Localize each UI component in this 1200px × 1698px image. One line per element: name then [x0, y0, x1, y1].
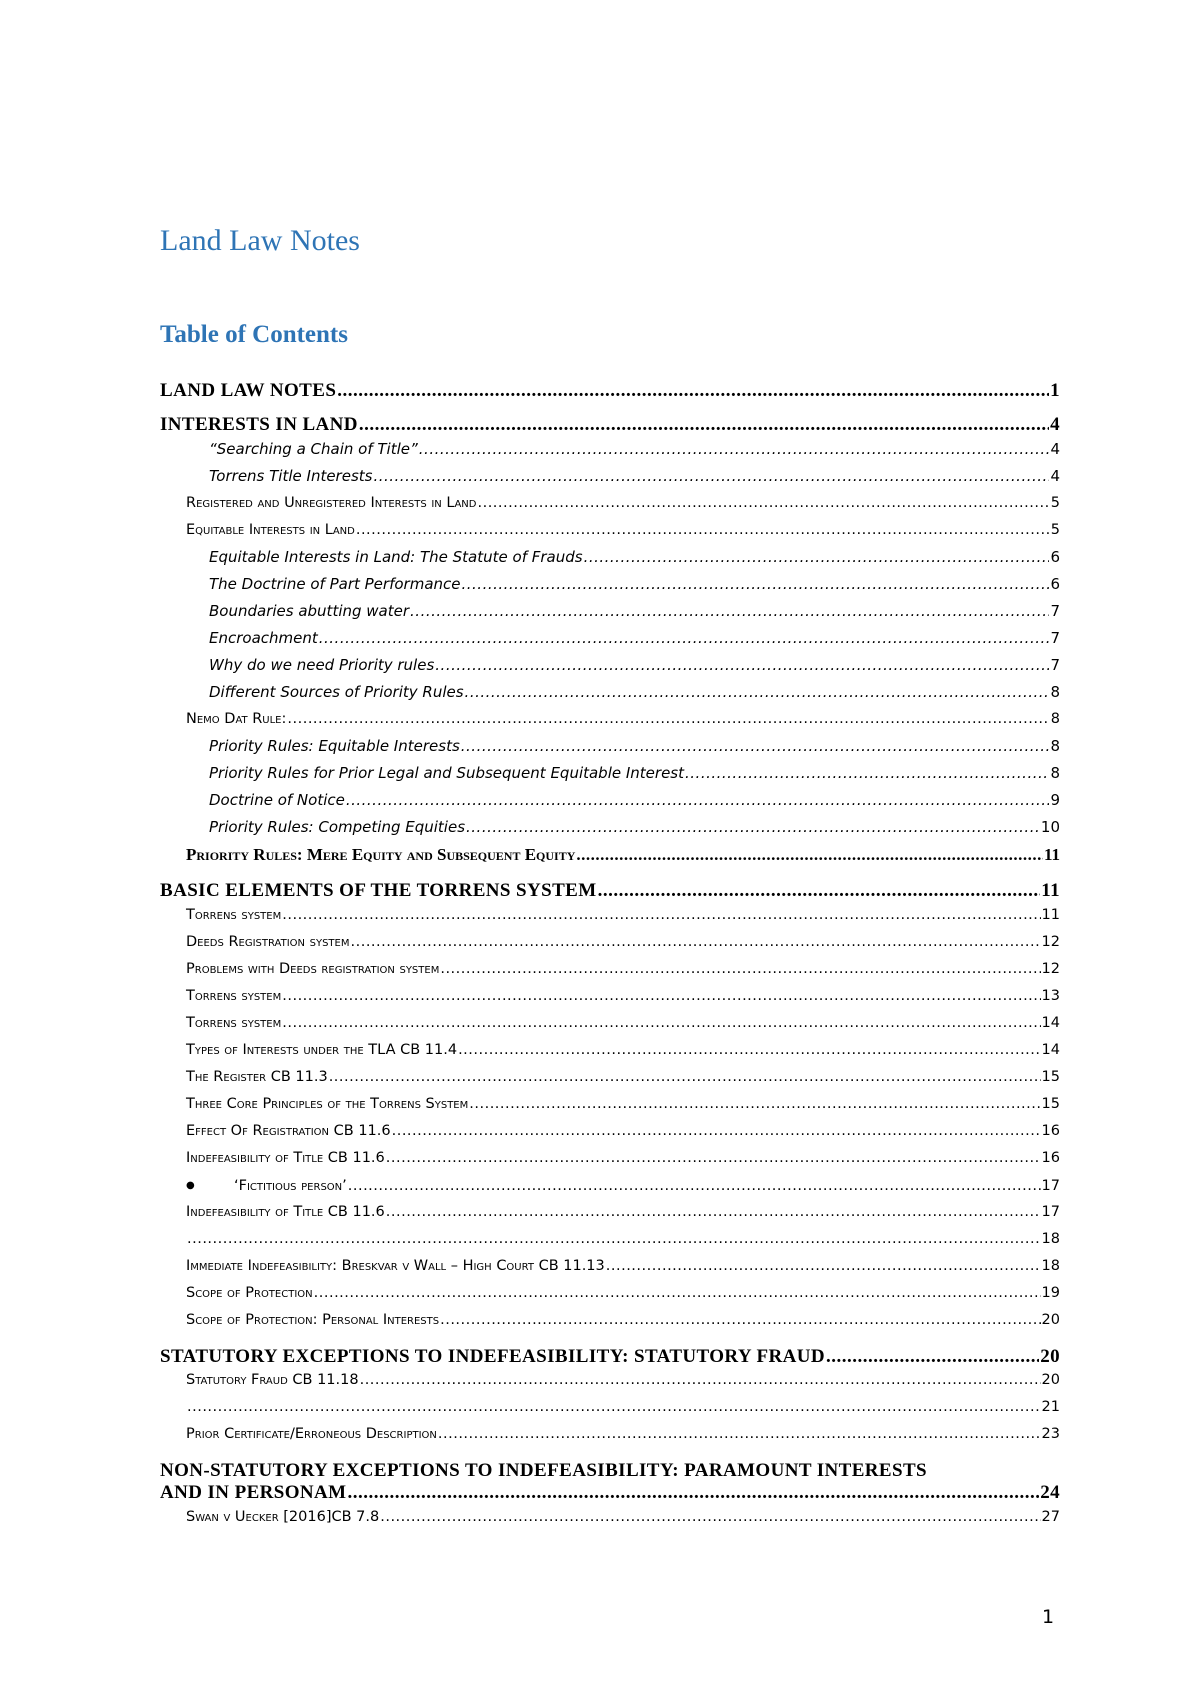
toc-dot-leader — [576, 841, 1043, 868]
toc-entry-label: Torrens system — [186, 1014, 282, 1031]
toc-dot-leader — [477, 490, 1049, 517]
toc-entry[interactable] — [160, 1010, 1060, 1037]
toc-entry-page: 15 — [1041, 1068, 1060, 1085]
toc-entry[interactable] — [160, 571, 1060, 598]
toc-entry-label: Scope of Protection — [186, 1284, 313, 1301]
toc-entry-page: 24 — [1040, 1482, 1060, 1504]
toc-entry[interactable] — [160, 652, 1060, 679]
toc-entry-label: Encroachment — [209, 628, 318, 647]
toc-dot-leader — [458, 1037, 1040, 1064]
toc-entry-page: 7 — [1050, 628, 1060, 647]
toc-entry-page: 4 — [1050, 439, 1060, 458]
table-of-contents — [160, 368, 1060, 1531]
toc-dot-leader — [606, 1253, 1041, 1280]
toc-entry[interactable] — [160, 1346, 1060, 1368]
toc-entry-page: 1 — [1050, 380, 1060, 401]
toc-entry[interactable] — [160, 1253, 1060, 1280]
toc-entry-label: Torrens system — [186, 906, 282, 923]
toc-entry-page: 17 — [1041, 1177, 1060, 1194]
toc-entry[interactable] — [160, 517, 1060, 544]
toc-entry-page: 11 — [1041, 879, 1060, 901]
toc-entry-label: Boundaries abutting water — [209, 601, 410, 620]
toc-entry[interactable] — [160, 1064, 1060, 1091]
toc-entry[interactable] — [160, 1460, 1060, 1482]
toc-entry-label: Swan v Uecker [2016]CB 7.8 — [186, 1509, 380, 1526]
toc-entry-page: 12 — [1041, 933, 1060, 950]
toc-entry-label: BASIC ELEMENTS OF THE TORRENS SYSTEM — [160, 879, 597, 901]
toc-entry-page: 17 — [1041, 1203, 1060, 1220]
toc-entry[interactable] — [160, 679, 1060, 706]
toc-entry-label: Why do we need Priority rules — [209, 655, 435, 674]
toc-entry-label: Priority Rules for Prior Legal and Subsequent Equitable Interest — [209, 763, 685, 782]
toc-entry[interactable] — [160, 380, 1060, 402]
toc-entry-page: 11 — [1041, 906, 1060, 923]
toc-dot-leader — [386, 1199, 1041, 1226]
toc-entry[interactable] — [160, 929, 1060, 956]
toc-entry-page: 13 — [1041, 987, 1060, 1004]
toc-entry[interactable] — [160, 983, 1060, 1010]
toc-dot-leader — [329, 1064, 1041, 1091]
toc-entry[interactable] — [160, 436, 1060, 463]
toc-entry[interactable] — [160, 1172, 1060, 1199]
toc-entry-label: Equitable Interests in Land: The Statute of Frauds — [209, 547, 583, 566]
toc-entry[interactable] — [160, 463, 1060, 490]
toc-dot-leader — [410, 598, 1049, 625]
toc-entry-label: INTERESTS IN LAND — [160, 413, 358, 435]
toc-entry-label: AND IN PERSONAM — [160, 1482, 347, 1504]
toc-entry[interactable] — [160, 544, 1060, 571]
toc-dot-leader — [380, 1504, 1040, 1531]
toc-entry[interactable] — [160, 841, 1060, 868]
toc-dot-leader — [351, 929, 1041, 956]
toc-dot-leader — [356, 517, 1050, 544]
toc-dot-leader — [346, 787, 1050, 814]
toc-dot-leader — [440, 956, 1040, 983]
toc-entry-page: 15 — [1041, 1095, 1060, 1112]
toc-entry-page: 11 — [1043, 844, 1060, 864]
toc-entry-page: 16 — [1041, 1122, 1060, 1139]
toc-dot-leader — [373, 463, 1049, 490]
toc-entry[interactable] — [160, 1091, 1060, 1118]
toc-entry-label: Doctrine of Notice — [209, 790, 345, 809]
toc-dot-leader — [282, 902, 1040, 929]
toc-dot-leader — [287, 706, 1049, 733]
toc-entry[interactable] — [160, 1504, 1060, 1531]
toc-entry-label: Indefeasibility of Title CB 11.6 — [186, 1149, 385, 1166]
toc-entry[interactable] — [160, 598, 1060, 625]
toc-entry-page: 18 — [1041, 1257, 1060, 1274]
toc-entry-page: 14 — [1041, 1014, 1060, 1031]
toc-entry-page: 27 — [1041, 1509, 1060, 1526]
toc-entry-page: 5 — [1050, 521, 1060, 538]
toc-entry[interactable] — [160, 1226, 1060, 1253]
toc-dot-leader — [435, 652, 1049, 679]
toc-entry-page: 5 — [1050, 494, 1060, 511]
toc-entry-page: 16 — [1041, 1149, 1060, 1166]
toc-dot-leader — [465, 679, 1050, 706]
toc-entry-label: Priority Rules: Mere Equity and Subsequent Equity — [186, 844, 576, 864]
toc-entry-page: 14 — [1041, 1041, 1060, 1058]
toc-entry-label: Equitable Interests in Land — [186, 521, 355, 538]
toc-dot-leader — [466, 814, 1040, 841]
toc-entry-label: ● ‘Fictitious person’ — [186, 1172, 347, 1200]
toc-entry[interactable] — [160, 625, 1060, 652]
toc-dot-leader — [392, 1118, 1041, 1145]
toc-dot-leader — [314, 1280, 1041, 1307]
toc-entry-page: 20 — [1041, 1311, 1060, 1328]
toc-entry-page: 18 — [1041, 1230, 1060, 1247]
toc-entry[interactable] — [160, 1482, 1060, 1504]
toc-entry[interactable] — [160, 1280, 1060, 1307]
toc-entry-page: 8 — [1050, 710, 1060, 727]
toc-entry-label: Priority Rules: Equitable Interests — [209, 736, 460, 755]
toc-entry-label: Priority Rules: Competing Equities — [209, 817, 466, 836]
toc-entry-label: Indefeasibility of Title CB 11.6 — [186, 1203, 385, 1220]
toc-entry-page: 8 — [1050, 763, 1060, 782]
toc-entry-page: 8 — [1050, 736, 1060, 755]
toc-entry-page: 7 — [1050, 601, 1060, 620]
toc-entry-label: Statutory Fraud CB 11.18 — [186, 1372, 359, 1389]
toc-entry-page: 8 — [1050, 682, 1060, 701]
toc-entry-page: 4 — [1050, 413, 1060, 435]
toc-entry[interactable] — [160, 1394, 1060, 1421]
toc-entry[interactable] — [160, 902, 1060, 929]
toc-entry-page: 7 — [1050, 655, 1060, 674]
toc-entry-label: Prior Certificate/Erroneous Description — [186, 1426, 437, 1443]
toc-entry-label: Nemo Dat Rule: — [186, 710, 287, 727]
toc-entry[interactable] — [160, 733, 1060, 760]
toc-entry-label: Different Sources of Priority Rules — [209, 682, 464, 701]
toc-dot-leader — [438, 1421, 1041, 1448]
page-number: 1 — [1042, 1606, 1055, 1628]
toc-entry-page: 19 — [1041, 1284, 1060, 1301]
toc-entry-page: 4 — [1050, 466, 1060, 485]
toc-dot-leader — [826, 1346, 1039, 1368]
toc-dot-leader — [348, 1482, 1040, 1504]
toc-entry-label: “Searching a Chain of Title” — [209, 439, 418, 458]
toc-dot-leader — [469, 1091, 1040, 1118]
toc-entry-label: Immediate Indefeasibility: Breskvar v Wall – High Court CB 11.13 — [186, 1257, 605, 1274]
toc-dot-leader — [348, 1173, 1041, 1200]
toc-heading: Table of Contents — [160, 321, 348, 348]
toc-entry[interactable] — [160, 490, 1060, 517]
toc-entry[interactable] — [160, 787, 1060, 814]
toc-entry-label: NON-STATUTORY EXCEPTIONS TO INDEFEASIBILITY: PARAMOUNT INTERESTS — [160, 1460, 927, 1482]
toc-dot-leader — [461, 733, 1050, 760]
toc-entry-label: Torrens Title Interests — [209, 466, 373, 485]
toc-entry[interactable] — [160, 1037, 1060, 1064]
toc-dot-leader — [360, 1367, 1041, 1394]
toc-entry-page: 20 — [1040, 1345, 1060, 1367]
document-title: Land Law Notes — [160, 224, 360, 257]
toc-dot-leader — [685, 760, 1049, 787]
toc-entry-label: Effect Of Registration CB 11.6 — [186, 1122, 391, 1139]
toc-entry-label: STATUTORY EXCEPTIONS TO INDEFEASIBILITY: STATUTORY FRAUD — [160, 1345, 825, 1367]
toc-entry-page: 21 — [1041, 1399, 1060, 1416]
toc-entry[interactable] — [160, 956, 1060, 983]
toc-entry-page: 23 — [1041, 1426, 1060, 1443]
toc-entry[interactable] — [160, 706, 1060, 733]
toc-entry-label: The Doctrine of Part Performance — [209, 574, 461, 593]
toc-entry-label: Scope of Protection: Personal Interests — [186, 1311, 440, 1328]
toc-entry-page: 10 — [1040, 817, 1060, 836]
toc-dot-leader — [282, 983, 1040, 1010]
toc-entry-label: Registered and Unregistered Interests in Land — [186, 494, 477, 511]
toc-dot-leader — [598, 880, 1041, 902]
toc-entry-page: 6 — [1050, 547, 1060, 566]
toc-entry-page: 6 — [1050, 574, 1060, 593]
toc-entry-label: Torrens system — [186, 987, 282, 1004]
toc-dot-leader — [584, 544, 1050, 571]
toc-entry-label: LAND LAW NOTES — [160, 380, 337, 401]
toc-dot-leader — [359, 414, 1049, 436]
toc-dot-leader — [337, 380, 1049, 402]
toc-entry[interactable] — [160, 760, 1060, 787]
toc-entry-page: 20 — [1041, 1372, 1060, 1389]
toc-dot-leader — [187, 1394, 1041, 1421]
toc-entry[interactable] — [160, 1118, 1060, 1145]
toc-entry[interactable] — [160, 1421, 1060, 1448]
toc-entry[interactable] — [160, 414, 1060, 436]
toc-entry[interactable] — [160, 1307, 1060, 1334]
toc-entry-label: Types of Interests under the TLA CB 11.4 — [186, 1041, 458, 1058]
toc-entry-page: 9 — [1050, 790, 1060, 809]
toc-entry-label: The Register CB 11.3 — [186, 1068, 328, 1085]
toc-dot-leader — [462, 571, 1050, 598]
toc-dot-leader — [440, 1307, 1040, 1334]
toc-dot-leader — [319, 625, 1050, 652]
toc-entry-page: 12 — [1041, 960, 1060, 977]
toc-dot-leader — [187, 1226, 1041, 1253]
toc-entry[interactable] — [160, 1367, 1060, 1394]
toc-dot-leader — [282, 1010, 1040, 1037]
toc-entry[interactable] — [160, 814, 1060, 841]
toc-entry[interactable] — [160, 1199, 1060, 1226]
toc-entry-label: Deeds Registration system — [186, 933, 350, 950]
toc-dot-leader — [386, 1145, 1041, 1172]
toc-dot-leader — [419, 436, 1050, 463]
toc-entry-label: Problems with Deeds registration system — [186, 960, 440, 977]
toc-entry[interactable] — [160, 1145, 1060, 1172]
toc-entry[interactable] — [160, 880, 1060, 902]
toc-entry-label: Three Core Principles of the Torrens System — [186, 1095, 469, 1112]
